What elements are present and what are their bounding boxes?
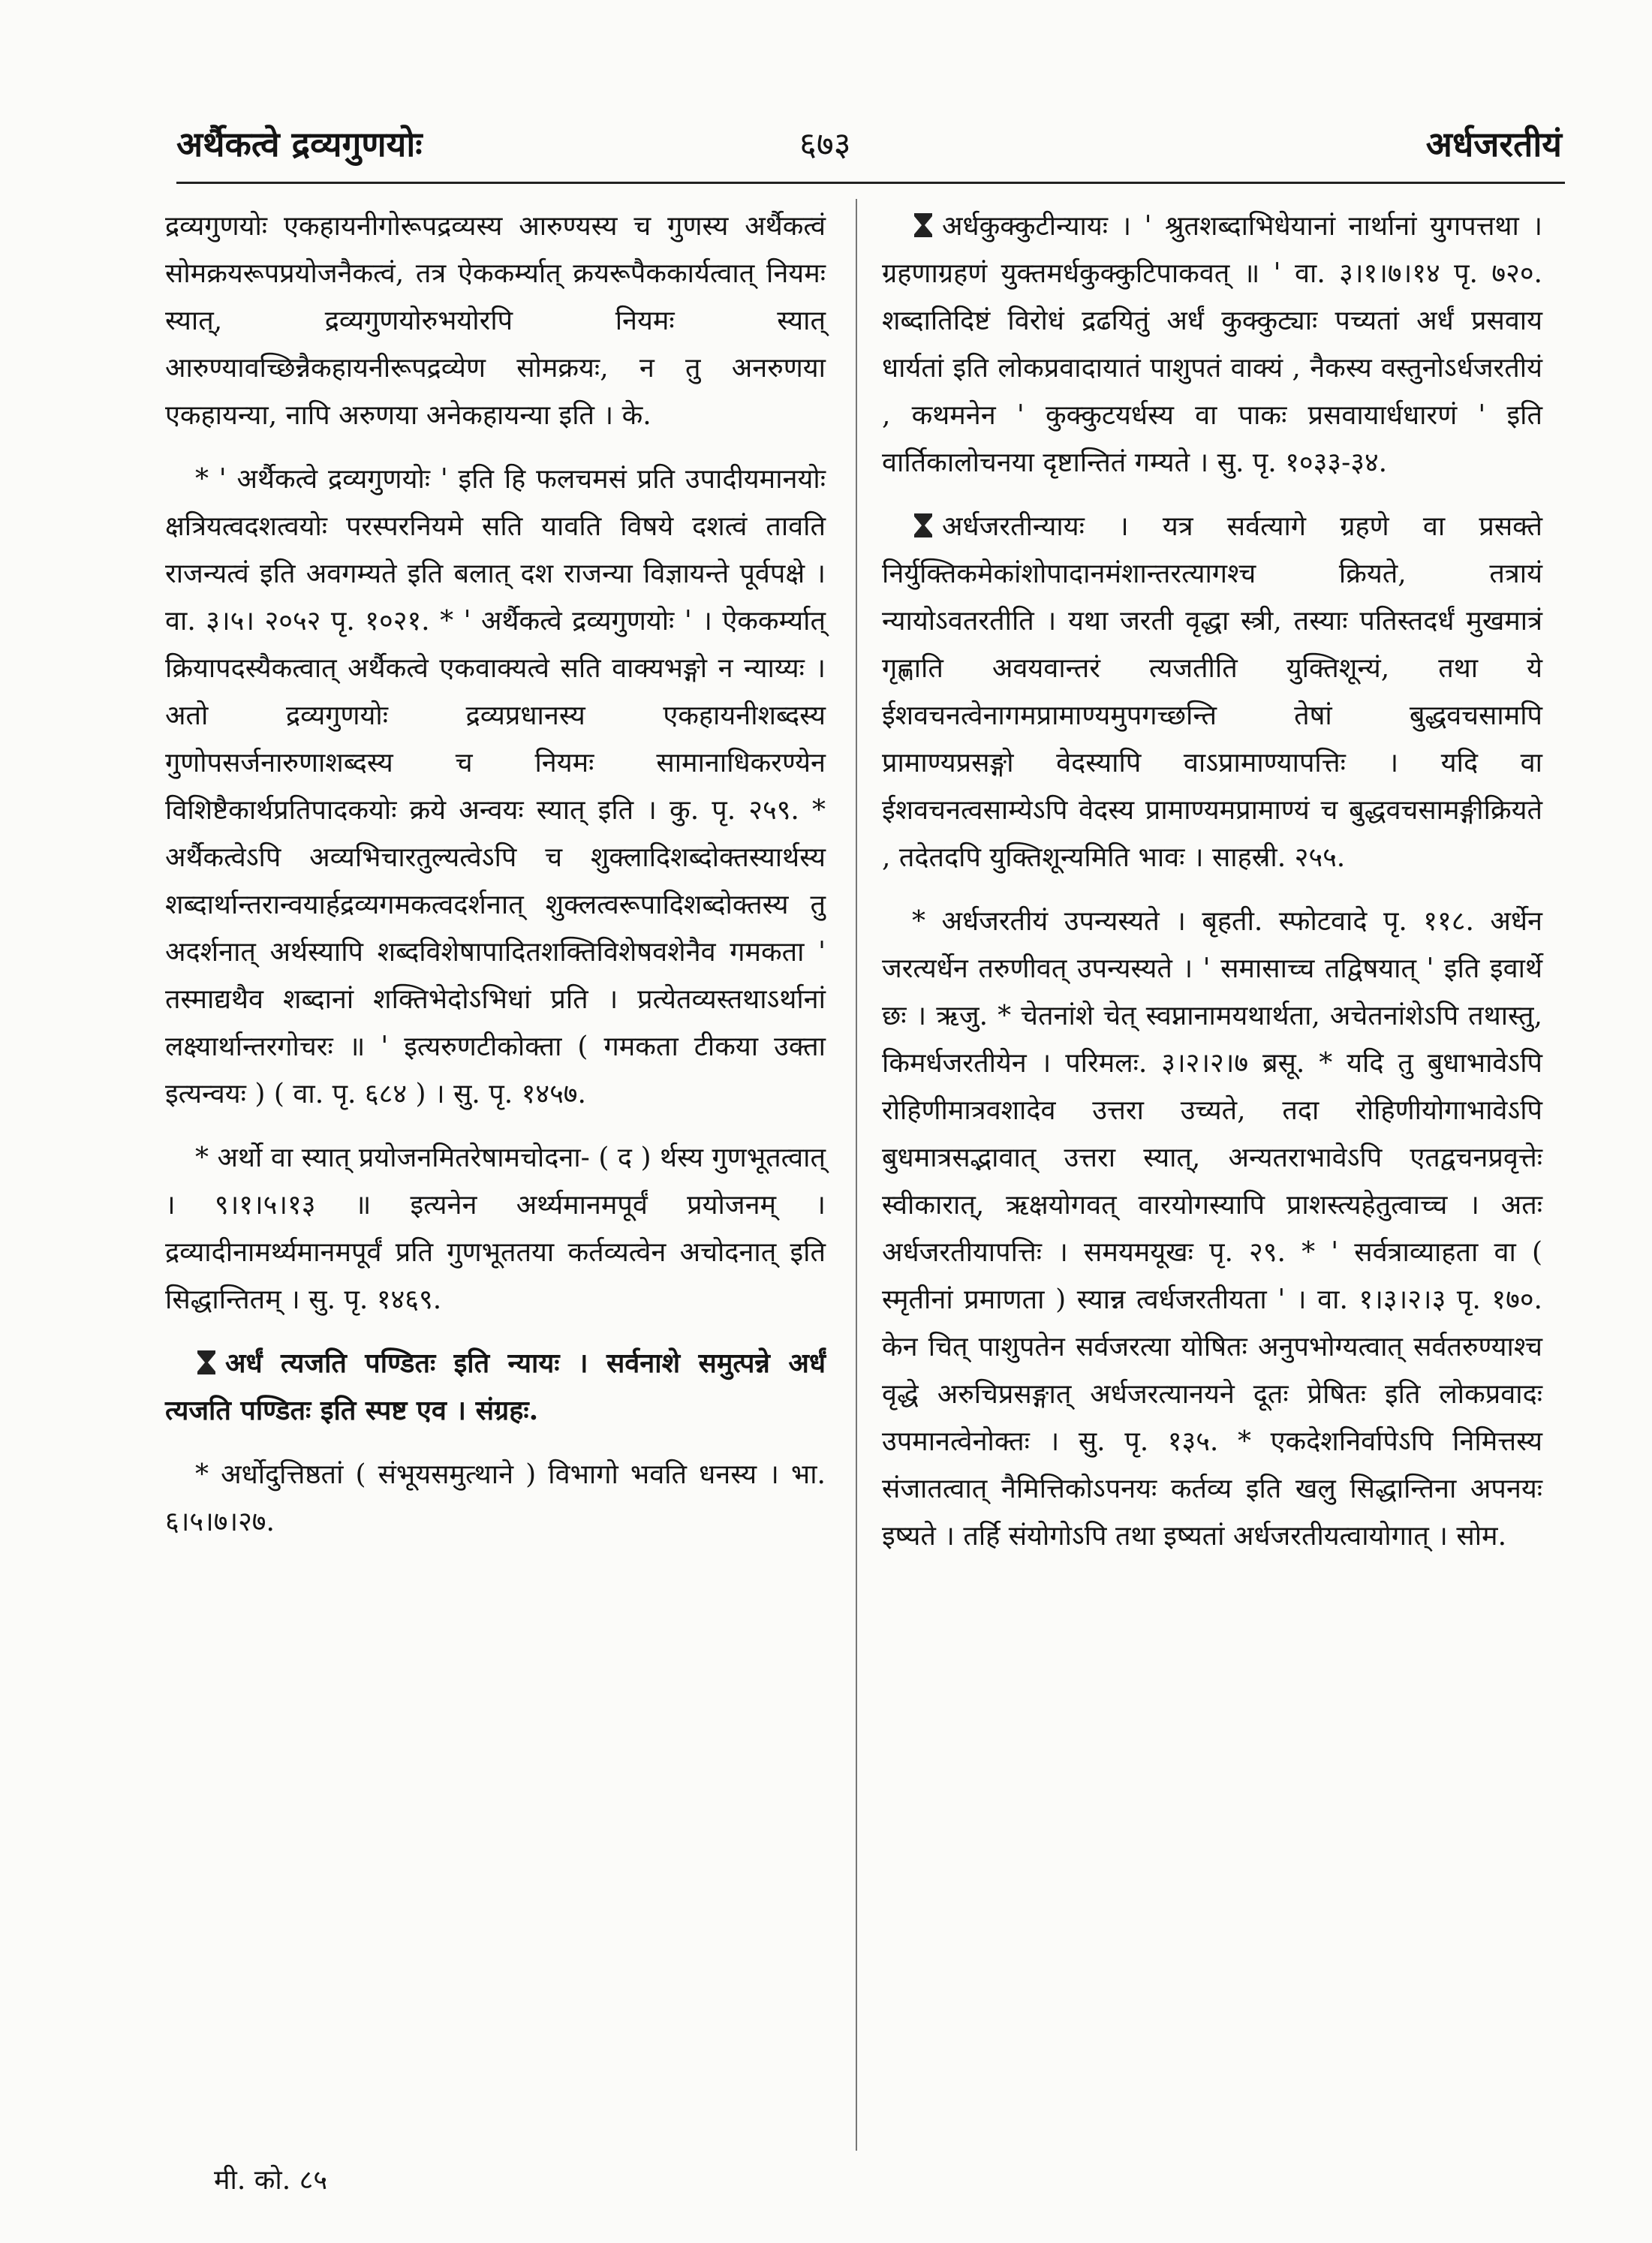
page-footer: मी. को. ८५ [214, 2165, 328, 2196]
paragraph: अर्धजरतीन्यायः । यत्र सर्वत्यागे ग्रहणे वा प्रसक्ते निर्युक्तिकमेकांशोपादानमंशान्तरत्यागश्च क्रियते, तत्रायं न्यायोऽवतरतीति । यथा जरती वृद्धा स्त्री, तस्याः पतिस्तदर्धं मुखमात्रं गृह्णाति अवयवान्तरं त्यजतीति युक्तिशून्यं, तथा ये ईशवचनत्वेनागमप्रामाण्यमुपगच्छन्ति तेषां बुद्धवचसामपि प्रामाण्यप्रसङ्गो वेदस्यापि वाऽप्रामाण्यापत्तिः । यदि वा ईशवचनत्वसाम्येऽपि वेदस्य प्रामाण्यमप्रामाण्यं च बुद्धवचसामङ्गीक्रियते , तदेतदपि युक्तिशून्यमिति भावः । साहस्री. २५५. [882, 511, 1542, 873]
left-column [165, 203, 826, 1562]
paragraph: अर्धकुक्कुटीन्यायः । ' श्रुतशब्दाभिधेयानां नार्थानां युगपत्तथा । ग्रहणाग्रहणं युक्तमर्धकुक्कुटिपाकवत् ॥ ' वा. ३।१।७।१४ पृ. ७२०. शब्दातिदिष्टं विरोधं द्रढयितुं अर्धं कुक्कुट्याः पच्यतां अर्धं प्रसवाय धार्यतां इति लोकप्रवादायातं पाशुपतं वाक्यं , नैकस्य वस्तुनोऽर्धजरतीयं , कथमनेन ' कुक्कुटयर्धस्य वा पाकः प्रसवायार्धधारणं ' इति वार्तिकालोचनया दृष्टान्तितं गम्यते । सु. पृ. १०३३-३४. [882, 211, 1542, 478]
hourglass-icon [195, 1349, 218, 1376]
entry-ardham-tyajati [165, 1340, 826, 1435]
column-divider [856, 199, 857, 2151]
hourglass-icon [912, 512, 934, 539]
paragraph: द्रव्यगुणयोः एकहायनीगोरूपद्रव्यस्य आरुण्यस्य च गुणस्य अर्थैकत्वं सोमक्रयरूपप्रयोजनैकत्वं, तत्र ऐककर्म्यात् क्रयरूपैककार्यत्वात् नियमः स्यात्, द्रव्यगुणयोरुभयोरपि नियमः स्यात् आरुण्यावच्छिन्नैकहायनीरूपद्रव्येण सोमक्रयः, न तु अनरुणया एकहायन्या, नापि अरुणया अनेकहायन्या इति । के. [165, 211, 826, 431]
page-header [176, 113, 1562, 173]
page-number: ६७३ [799, 125, 851, 164]
entry-ardhakukkuti [882, 203, 1542, 486]
entry-ardhajarati [882, 503, 1542, 881]
paragraph: * ' अर्थैकत्वे द्रव्यगुणयोः ' इति हि फलचमसं प्रति उपादीयमानयोः क्षत्रियत्वदशत्वयोः परस्परनियमे सति यावति विषये दशत्वं तावति राजन्यत्वं इति अवगम्यते इति बलात् दश राजन्या विज्ञायन्ते पूर्वपक्षे । वा. ३।५। २०५२ पृ. १०२१. * ' अर्थैकत्वे द्रव्यगुणयोः ' । ऐककर्म्यात् क्रियापदस्यैकत्वात् अर्थैकत्वे एकवाक्यत्वे सति वाक्यभङ्गो न न्याय्यः । अतो द्रव्यगुणयोः द्रव्यप्रधानस्य एकहायनीशब्दस्य गुणोपसर्जनारुणाशब्दस्य च नियमः सामानाधिकरण्येन विशिष्टैकार्थप्रतिपादकयोः क्रये अन्वयः स्यात् इति । कु. पृ. २५९. * अर्थैकत्वेऽपि अव्यभिचारतुल्यत्वेऽपि च शुक्लादिशब्दोक्तस्यार्थस्य शब्दार्थान्तरान्वयार्हद्रव्यगमकत्वदर्शनात् शुक्लत्वरूपादिशब्दोक्तस्य तु अदर्शनात् अर्थस्यापि शब्दविशेषापादितशक्तिविशेषवशेनैव गमकता ' तस्माद्यथैव शब्दानां शक्तिभेदोऽभिधां प्रति । प्रत्येतव्यस्तथाऽर्थानां लक्ष्यार्थान्तरगोचरः ॥ ' इत्यरुणटीकोक्ता ( गमकता टीकया उक्ता इत्यन्वयः ) ( वा. पृ. ६८४ ) । सु. पृ. १४५७. [165, 464, 826, 1109]
hourglass-icon [912, 212, 934, 239]
paragraph: * अर्धोदुत्तिष्ठतां ( संभूयसमुत्थाने ) विभागो भवति धनस्य । भा. ६।५।७।२७. [165, 1459, 826, 1537]
header-right-title: अर्धजरतीयं [1425, 124, 1562, 164]
header-left-title: अर्थैकत्वे द्रव्यगुणयोः [176, 124, 423, 164]
right-column [882, 203, 1542, 1576]
paragraph: * अर्थो वा स्यात् प्रयोजनमितरेषामचोदना- ( द ) र्थस्य गुणभूतत्वात् । ९।१।५।१३ ॥ इत्यनेन अर्थ्यमानमपूर्वं प्रयोजनम् । द्रव्यादीनामर्थ्यमानमपूर्वं प्रति गुणभूततया कर्तव्यत्वेन अचोदनात् इति सिद्धान्तितम् । सु. पृ. १४६९. [165, 1143, 826, 1315]
paragraph: अर्धं त्यजति पण्डितः इति न्यायः । सर्वनाशे समुत्पन्ने अर्धं त्यजति पण्डितः इति स्पष्ट एव । संग्रहः. [165, 1347, 826, 1426]
header-rule [176, 182, 1565, 184]
paragraph: * अर्धजरतीयं उपन्यस्यते । बृहती. स्फोटवादे पृ. ११८. अर्धेन जरत्यर्धेन तरुणीवत् उपन्यस्यते । ' समासाच्च तद्विषयात् ' इति इवार्थे छः । ऋजु. * चेतनांशे चेत् स्वप्नानामयथार्थता, अचेतनांशेऽपि तथास्तु, किमर्धजरतीयेन । परिमलः. ३।२।२।७ ब्रसू. * यदि तु बुधाभावेऽपि रोहिणीमात्रवशादेव उत्तरा उच्यते, तदा रोहिणीयोगाभावेऽपि बुधमात्रसद्भावात् उत्तरा स्यात्, अन्यतराभावेऽपि एतद्वचनप्रवृत्तेः स्वीकारात्, ऋक्षयोगवत् वारयोगस्यापि प्राशस्त्यहेतुत्वाच्च । अतः अर्धजरतीयापत्तिः । समयमयूखः पृ. २९. * ' सर्वत्राव्याहता वा ( स्मृतीनां प्रमाणता ) स्यान्न त्वर्धजरतीयता ' । वा. १।३।२।३ पृ. १७०. केन चित् पाशुपतेन सर्वजरत्या योषितः अनुपभोग्यत्वात् सर्वतरुण्याश्च वृद्धे अरुचिप्रसङ्गात् अर्धजरत्यानयने दूतः प्रेषितः इति लोकप्रवादः उपमानत्वेनोक्तः । सु. पृ. १३५. * एकदेशनिर्वापेऽपि निमित्तस्य संजातत्वात् नैमित्तिकोऽपनयः कर्तव्य इति खलु सिद्धान्तिना अपनयः इष्यते । तर्हि संयोगोऽपि तथा इष्यतां अर्धजरतीयत्वायोगात् । सोम. [882, 906, 1542, 1552]
